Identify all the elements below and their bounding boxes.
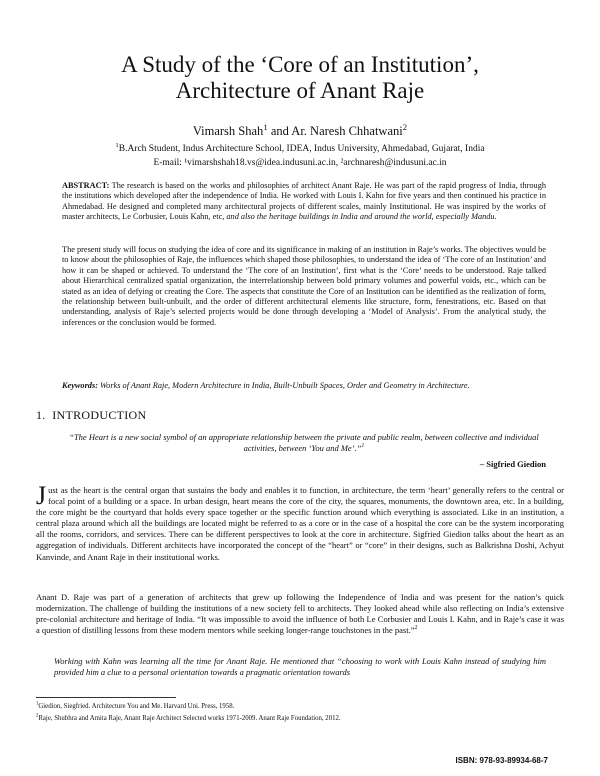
drop-cap: J [36, 481, 47, 510]
isbn: ISBN: 978-93-89934-68-7 [455, 756, 548, 765]
section-title: INTRODUCTION [52, 408, 147, 422]
section-number: 1. [36, 408, 46, 422]
quote-sup: 1 [361, 443, 365, 450]
abstract-text: The research is based on the works and philosophies of architect Anant Raje. He was part of the rapid progress of India, through the institutions which developed after the independence of India. He worked with Louis I. Kahn for five years and then continued his practice in Ahmedabad. He designed and completed many architectural projects of different scales, mainly Institutional. He was inspired by the works of master architects, Le Corbusier, Louis Kahn, etc, [62, 181, 546, 222]
author-1-sup: 1 [263, 121, 268, 132]
body-paragraph-3: Working with Kahn was learning all the time for Anant Raje. He mentioned that “choosing to work with Louis Kahn instead of studying him provided him a clue to a personal orientation towards a pragmatic orientation towards [54, 656, 546, 678]
author-1: Vimarsh Shah [192, 124, 264, 138]
abstract-italic-text: and also the heritage buildings in India and around the world, especially Mandu. [226, 212, 497, 222]
title-line-1: A Study of the ‘Core of an Institution’, [121, 52, 479, 77]
body-paragraph-1: Just as the heart is the central organ that sustains the body and enables it to function, in architecture, the term ‘heart’ generally refers to the central or focal point of a building or a space. In urban design, heart means the core of the city, the squares, monuments, the downtown area, etc. In a building, the core might be the courtyard that holds every space together or the specific function around which everything is associated. Like in an institution, a central plaza around which all the buildings are located might be referred to as a core or in the case of a hospital the core can be the system incorporating all the rooms, corridors, and services. There can be different perspectives to look at the core in architecture. Sigfried Giedion talks about the heart as an aggregation of individuals. Different architects have incorporated the concept of the “heart” or “core” in their designs, such as Balkrishna Doshi, Achyut Kanvinde, and Anant Raje in their institutional works. [36, 481, 564, 562]
footnote-divider [36, 697, 176, 698]
keywords-text: Works of Anant Raje, Modern Architecture in India, Built-Unbuilt Spaces, Order and Geometry in Architecture. [97, 381, 470, 390]
affiliation-email: E-mail: ¹vimarshshah18.vs@idea.indusuni.ac.in, ²archnaresh@indusuni.ac.in [153, 158, 447, 168]
keywords [62, 381, 546, 391]
para2-sup: 2 [414, 625, 418, 632]
affiliation-sup: 1 [115, 141, 119, 149]
body-paragraph-2: Anant D. Raje was part of a generation of architects that grew up following the Independence of India and was present for the nation’s quick modernization. The challenge of building the institutions of a new society fell to architects. They looked ahead while also reflecting on India’s extensive pre-colonial architecture and heritage of India. “It was impossible to avoid the influence of both Le Corbusier and Louis I. Kahn, and in Raje’s case it was a question of distilling lessons from these modern mentors while seeking longer-range touchstones in the past.”$^2$ [36, 592, 564, 636]
epigraph-quote: “The Heart is a new social symbol of an appropriate relationship between the private and public realm, between collective and individual activities, between ‘You and Me’.”$^1$ [69, 432, 539, 453]
abstract-label: ABSTRACT: [62, 181, 110, 190]
affiliation-line-1: $^1$B.Arch Student, Indus Architecture School, IDEA, Indus University, Ahmedabad, Gujarat, India [115, 141, 485, 154]
author-line [0, 121, 600, 139]
keywords-label: Keywords: [62, 381, 98, 390]
abstract-paragraph-2: The present study will focus on studying the idea of core and its significance in making of an institution in Raje’s works. The objectives would be to know about the philosophies of Raje, the influences which shaped those philosophies, to understand the idea of ‘The core of an Institution’ and how it can be shaped or achieved. To understand the ‘The core of an Institution’, first what is the ‘Core’ needs to be understood. Raje talked about Hierarchical centralized spatial organization, the interrelationship between bold primary volumes and powerful voids, etc., which can be stated as an idea of defying or creating the Core. The aspects that constitute the Core of an Institution can be identified as the realization of form, the relationship between built-unbuilt, and the order of different architectural elements like structure, form, fenestrations, etc. Based on that understanding, analysis of Raje’s selected projects would be done through developing a ‘Model of Analysis’. From the analytical study, the inferences or the conclusion would be formed. [62, 245, 546, 327]
paper-title [0, 52, 600, 104]
footnote-2: $^2$Raje, Shubhra and Amita Raje, Anant Raje Architect Selected works 1971-2009. Anant Raje Foundation, 2012. [36, 713, 341, 722]
author-2-sup: 2 [402, 121, 408, 132]
quote-author: – Sigfried Giedion [479, 459, 546, 469]
title-line-2: Architecture of Anant Raje [175, 78, 425, 103]
affiliation [0, 142, 600, 170]
author-2: Ar. Naresh Chhatwani [291, 124, 403, 138]
abstract-paragraph-1 [62, 181, 546, 223]
author-connector: and [267, 124, 292, 138]
footnote-1: $^1$Giedion, Siegfried. Architecture You and Me. Harvard Uni. Press, 1958. [36, 701, 235, 710]
section-heading [36, 408, 146, 423]
